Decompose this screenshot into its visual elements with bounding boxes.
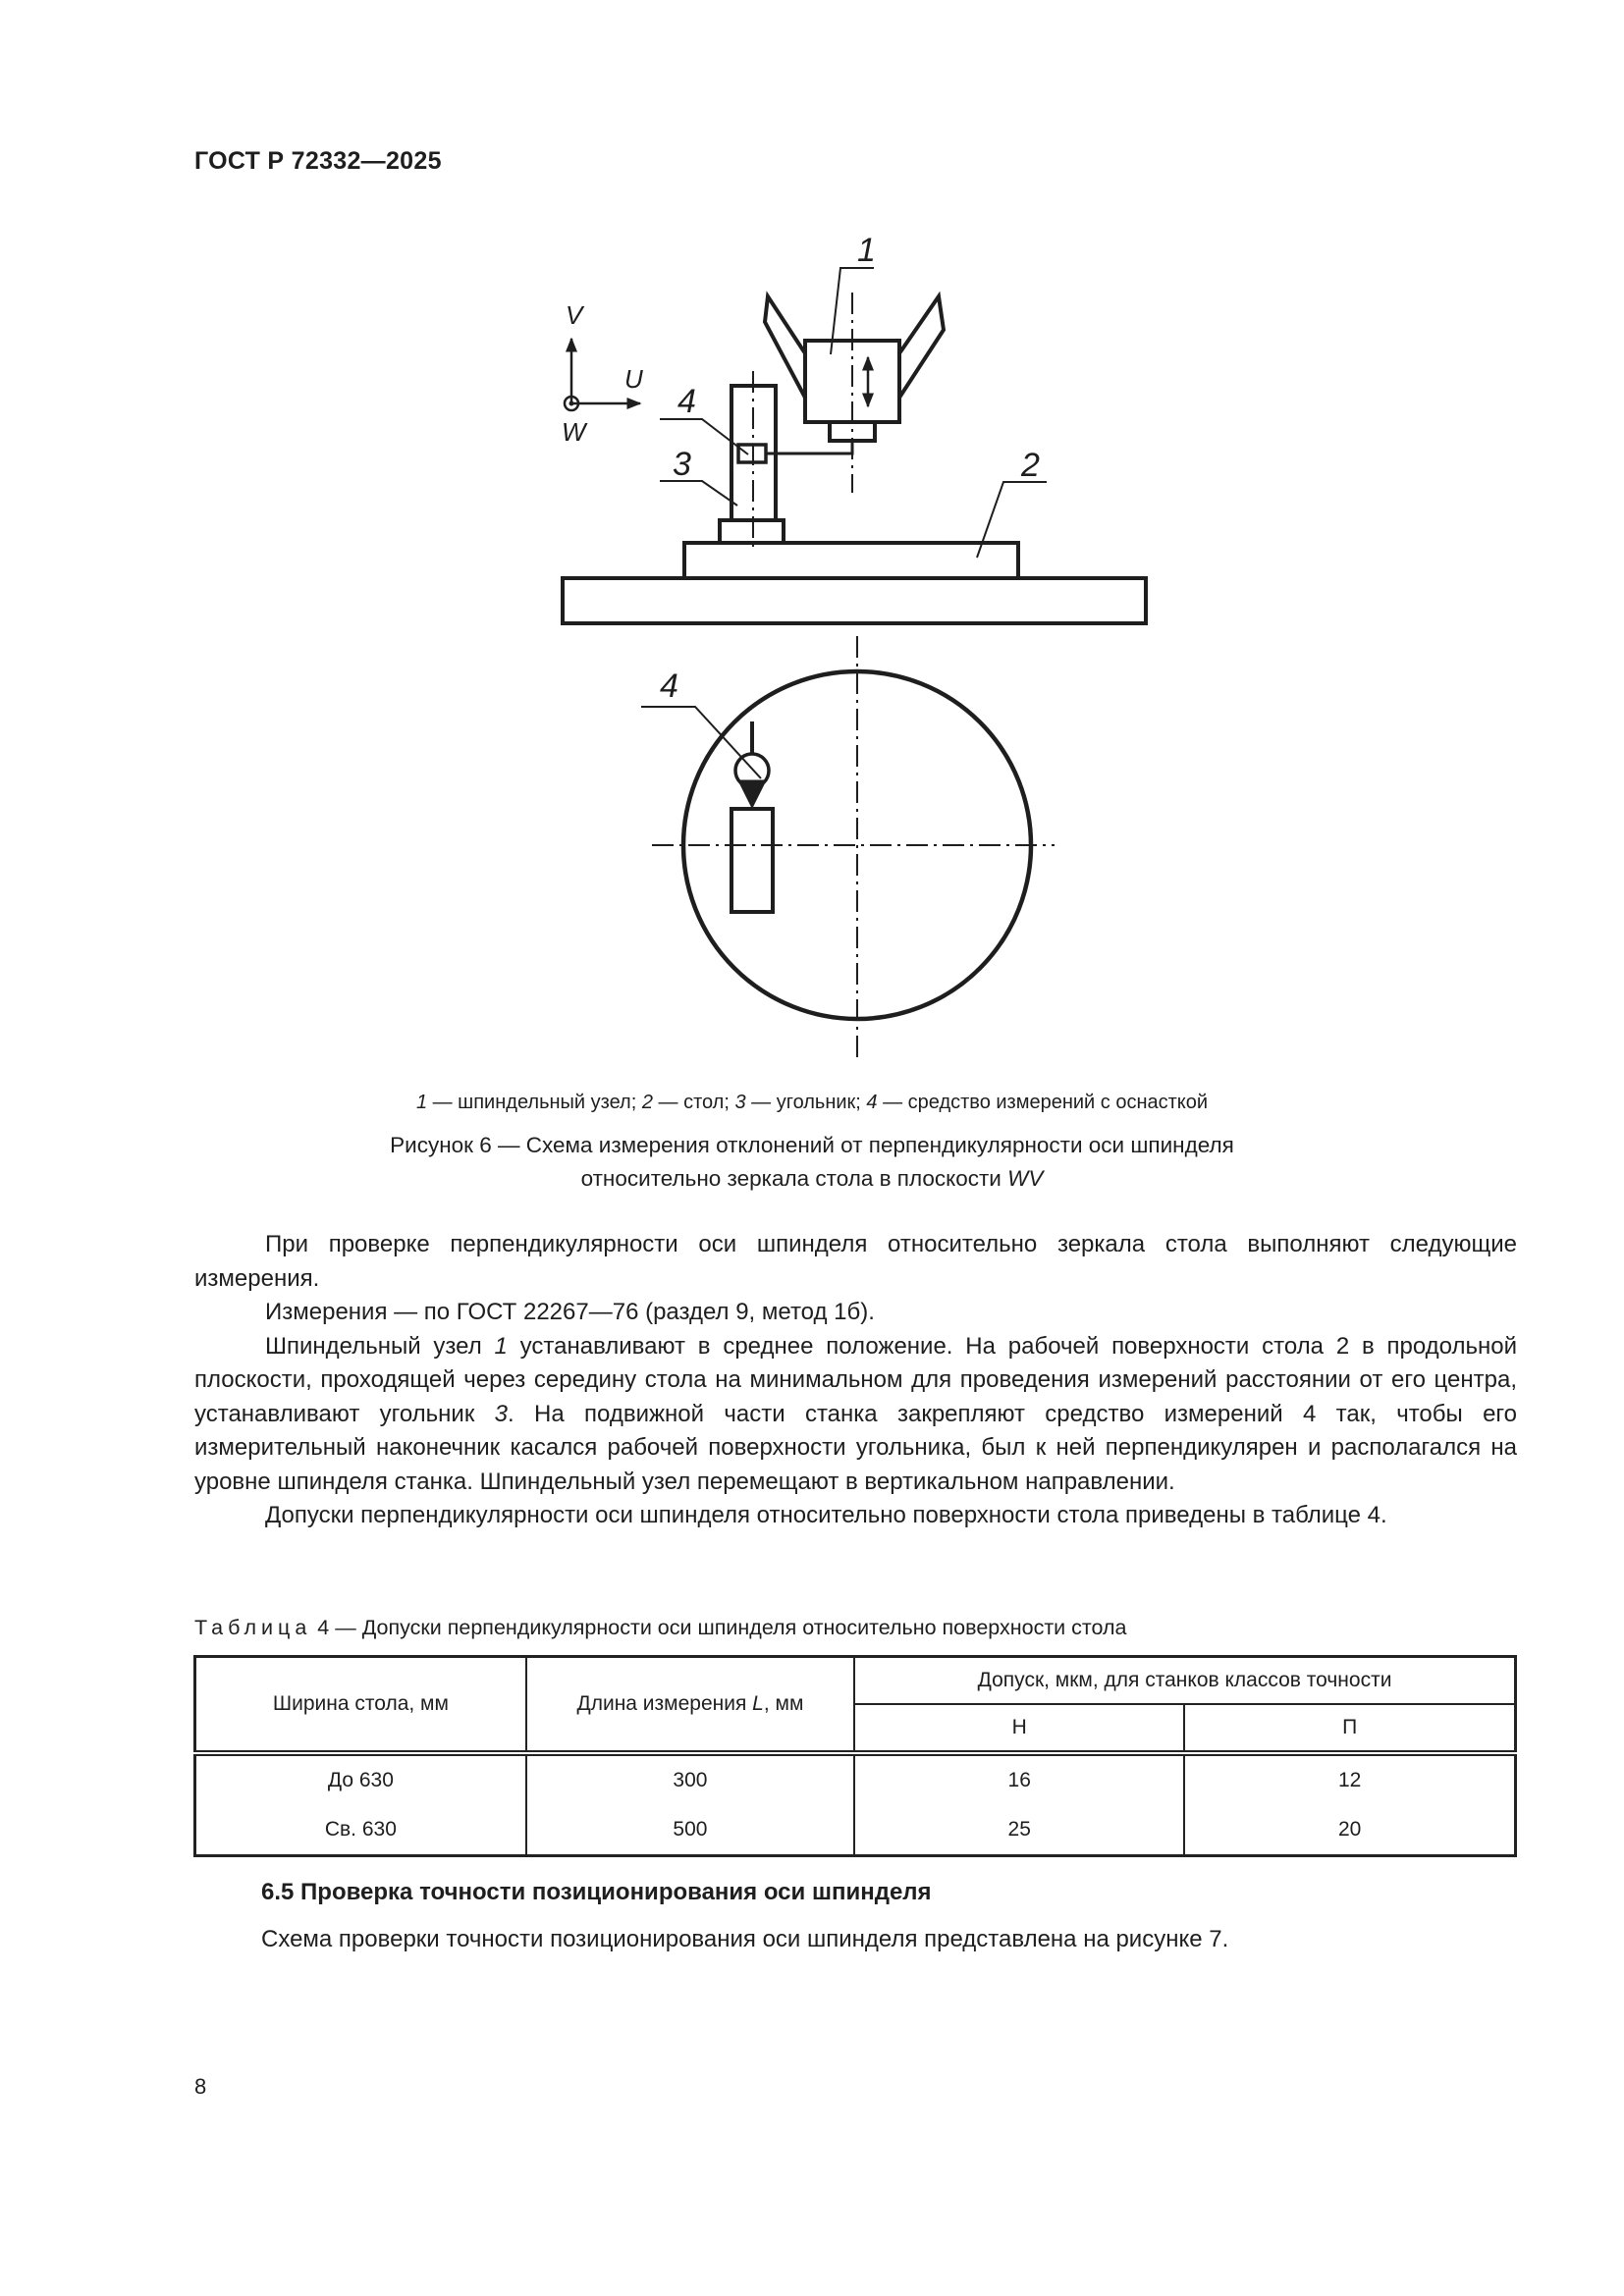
header-table-width: Ширина стола, мм (195, 1657, 526, 1754)
axis-label-w: W (562, 417, 586, 447)
header-class-n: Н (854, 1704, 1184, 1753)
callout-1: 1 (857, 232, 876, 269)
callout-4-top: 4 (660, 667, 678, 705)
header-tolerance-group: Допуск, мкм, для станков классов точности (854, 1657, 1515, 1705)
table-row: Св. 630 500 25 20 (195, 1805, 1516, 1856)
callout-3: 3 (673, 446, 691, 483)
paragraph-4: Допуски перпендикулярности оси шпинделя относительно поверхности стола приведены в таблице 4. (265, 1502, 1387, 1528)
section-paragraph: Схема проверки точности позиционирования оси шпинделя представлена на рисунке 7. (261, 1926, 1229, 1952)
callout-2: 2 (1021, 447, 1040, 484)
header-measure-length: Длина измерения L, мм (526, 1657, 854, 1754)
section-heading: 6.5 Проверка точности позиционирования оси шпинделя (261, 1879, 932, 1905)
paragraph-1: При проверке перпендикулярности оси шпинделя относительно зеркала стола выполняют следующие измерения. (194, 1231, 1517, 1292)
callout-4-side: 4 (677, 383, 696, 420)
paragraph-2: Измерения — по ГОСТ 22267—76 (раздел 9, метод 1б). (265, 1299, 875, 1325)
header-class-p: П (1184, 1704, 1515, 1753)
tolerance-table (193, 1655, 1517, 1857)
table-caption: Таблица 4 — Допуски перпендикулярности оси шпинделя относительно поверхности стола (194, 1616, 1127, 1639)
table-row: До 630 300 16 12 (195, 1753, 1516, 1805)
figure-6-diagram (0, 0, 1624, 1080)
page-number: 8 (194, 2074, 207, 2099)
axis-label-u: U (624, 364, 643, 394)
document-header: ГОСТ Р 72332—2025 (194, 147, 442, 175)
paragraph-3: Шпиндельный узел 1 устанавливают в среднее положение. На рабочей поверхности стола 2 в продольной плоскости, проходящей через середину стола на минимальном для проведения измерений расстоянии от его центра, устанавливают угольник 3. На подвижной части станка закрепляют средство измерений 4 так, чтобы его измерительный наконечник касался рабочей поверхности угольника, был к ней перпендикулярен и располагался на уровне шпинделя станка. Шпиндельный узел перемещают в вертикальном направлении. (194, 1332, 1518, 1495)
figure-caption: Рисунок 6 — Схема измерения отклонений от перпендикулярности оси шпинделя относительно зеркала стола в плоскости WV (390, 1133, 1234, 1191)
body-paragraphs (194, 1228, 1517, 1533)
axis-label-v: V (566, 300, 583, 330)
figure-legend: 1 — шпиндельный узел; 2 — стол; 3 — угольник; 4 — средство измерений с оснасткой (415, 1092, 1209, 1113)
